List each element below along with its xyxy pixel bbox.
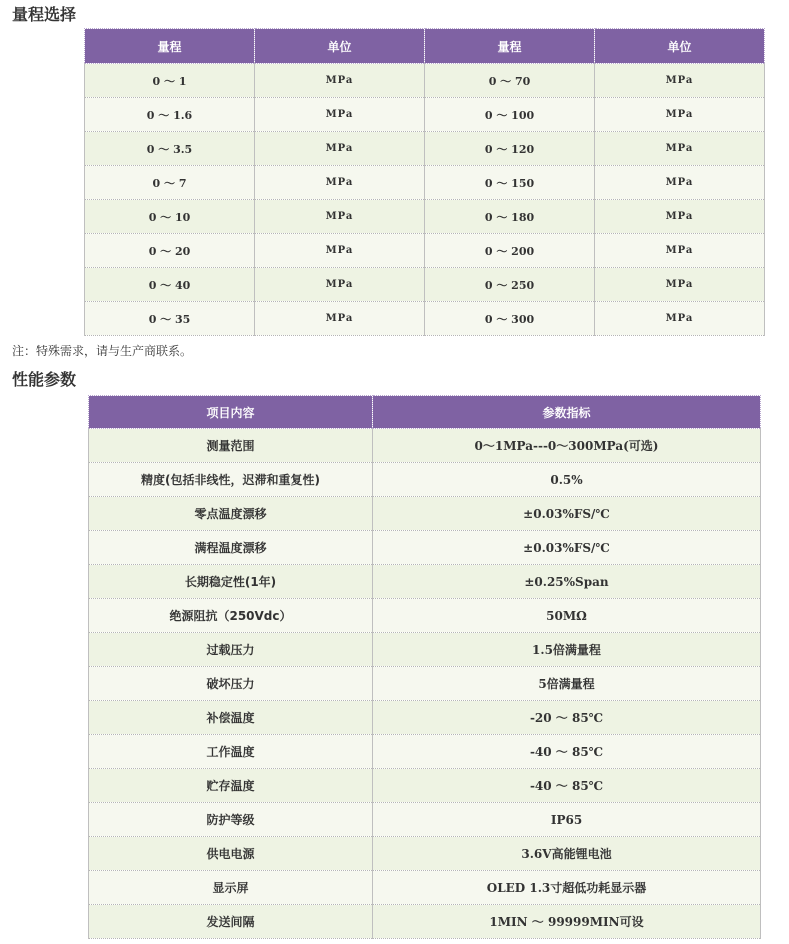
item-cell: 显示屏 — [89, 871, 373, 905]
value-cell: 1MIN ～ 99999MIN可设 — [373, 905, 761, 939]
unit-cell: MPa — [595, 166, 765, 200]
item-cell: 供电电源 — [89, 837, 373, 871]
value-cell: ±0.25%Span — [373, 565, 761, 599]
item-cell: 绝源阻抗（250Vdc） — [89, 599, 373, 633]
table-row — [85, 64, 765, 98]
special-request-note: 注：特殊需求，请与生产商联系。 — [12, 344, 193, 358]
table-row — [85, 132, 765, 166]
unit-cell: MPa — [255, 98, 425, 132]
range-cell: 0 ～ 20 — [85, 234, 255, 268]
table-row — [89, 667, 761, 701]
unit-cell: MPa — [255, 200, 425, 234]
range-cell: 0 ～ 1.6 — [85, 98, 255, 132]
unit-cell: MPa — [595, 200, 765, 234]
item-cell: 零点温度漂移 — [89, 497, 373, 531]
range-cell: 0 ～ 120 — [425, 132, 595, 166]
value-header-cell: 参数指标 — [373, 396, 761, 429]
item-cell: 补偿温度 — [89, 701, 373, 735]
table-row — [89, 633, 761, 667]
range-cell: 0 ～ 1 — [85, 64, 255, 98]
value-cell: 3.6V高能锂电池 — [373, 837, 761, 871]
item-cell: 测量范围 — [89, 429, 373, 463]
item-header-cell: 项目内容 — [89, 396, 373, 429]
value-cell: -20 ～ 85℃ — [373, 701, 761, 735]
value-cell: OLED 1.3寸超低功耗显示器 — [373, 871, 761, 905]
unit-header-cell: 单位 — [255, 29, 425, 64]
unit-cell: MPa — [255, 132, 425, 166]
item-cell: 过载压力 — [89, 633, 373, 667]
range-cell: 0 ～ 180 — [425, 200, 595, 234]
item-cell: 长期稳定性(1年) — [89, 565, 373, 599]
table-row — [85, 98, 765, 132]
item-cell: 防护等级 — [89, 803, 373, 837]
range-cell: 0 ～ 200 — [425, 234, 595, 268]
unit-cell: MPa — [595, 302, 765, 336]
unit-cell: MPa — [255, 302, 425, 336]
range-header-cell: 量程 — [85, 29, 255, 64]
table-row — [85, 166, 765, 200]
table-row — [89, 769, 761, 803]
unit-cell: MPa — [255, 268, 425, 302]
range-cell: 0 ～ 7 — [85, 166, 255, 200]
value-cell: IP65 — [373, 803, 761, 837]
unit-cell: MPa — [595, 132, 765, 166]
table-row — [85, 200, 765, 234]
item-cell: 破坏压力 — [89, 667, 373, 701]
item-cell: 发送间隔 — [89, 905, 373, 939]
item-cell: 工作温度 — [89, 735, 373, 769]
range-cell: 0 ～ 3.5 — [85, 132, 255, 166]
performance-table — [88, 395, 761, 939]
item-cell: 贮存温度 — [89, 769, 373, 803]
range-header-cell: 量程 — [425, 29, 595, 64]
unit-cell: MPa — [255, 234, 425, 268]
table-row — [89, 429, 761, 463]
table-row — [85, 302, 765, 336]
table-row — [89, 565, 761, 599]
range-cell: 0 ～ 10 — [85, 200, 255, 234]
table-row — [89, 531, 761, 565]
table-row — [85, 268, 765, 302]
table-row — [89, 871, 761, 905]
table-row — [89, 599, 761, 633]
unit-cell: MPa — [595, 98, 765, 132]
unit-cell: MPa — [595, 64, 765, 98]
table-row — [89, 701, 761, 735]
range-cell: 0 ～ 300 — [425, 302, 595, 336]
table-row — [89, 735, 761, 769]
range-cell: 0 ～ 150 — [425, 166, 595, 200]
item-cell: 精度(包括非线性，迟滞和重复性) — [89, 463, 373, 497]
value-cell: 50MΩ — [373, 599, 761, 633]
value-cell: 5倍满量程 — [373, 667, 761, 701]
range-cell: 0 ～ 250 — [425, 268, 595, 302]
table-row — [89, 803, 761, 837]
table-row — [89, 463, 761, 497]
table-row — [89, 497, 761, 531]
value-cell: 1.5倍满量程 — [373, 633, 761, 667]
range-cell: 0 ～ 35 — [85, 302, 255, 336]
unit-cell: MPa — [255, 64, 425, 98]
range-cell: 0 ～ 40 — [85, 268, 255, 302]
range-section-title: 量程选择 — [12, 5, 77, 24]
value-cell: 0.5% — [373, 463, 761, 497]
item-cell: 满程温度漂移 — [89, 531, 373, 565]
range-table-header-row — [85, 29, 765, 64]
unit-header-cell: 单位 — [595, 29, 765, 64]
perf-section-title: 性能参数 — [12, 370, 77, 389]
value-cell: -40 ～ 85℃ — [373, 769, 761, 803]
table-row — [85, 234, 765, 268]
value-cell: ±0.03%FS/℃ — [373, 531, 761, 565]
perf-table-header-row — [89, 396, 761, 429]
range-table — [84, 28, 765, 336]
range-cell: 0 ～ 70 — [425, 64, 595, 98]
table-row — [89, 905, 761, 939]
unit-cell: MPa — [595, 234, 765, 268]
range-cell: 0 ～ 100 — [425, 98, 595, 132]
value-cell: ±0.03%FS/℃ — [373, 497, 761, 531]
unit-cell: MPa — [255, 166, 425, 200]
unit-cell: MPa — [595, 268, 765, 302]
table-row — [89, 837, 761, 871]
value-cell: -40 ～ 85℃ — [373, 735, 761, 769]
value-cell: 0～1MPa---0～300MPa(可选) — [373, 429, 761, 463]
